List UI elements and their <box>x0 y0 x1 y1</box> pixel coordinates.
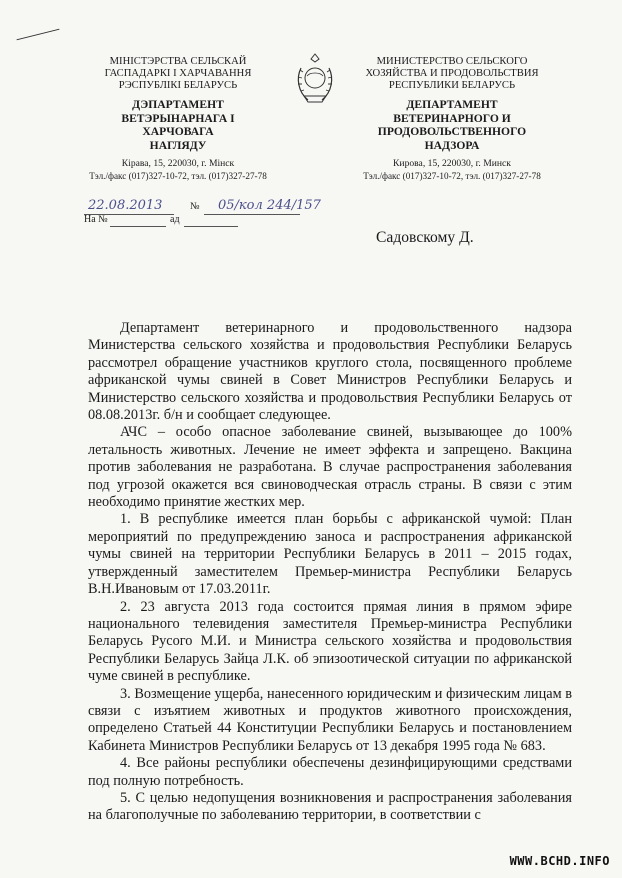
na-underline <box>110 226 166 227</box>
phone-ru: Тэл./факс (017)327-10-72, тэл. (017)327-27-78 <box>363 171 541 181</box>
paragraph-asf: АЧС – особо опасное заболевание свиней, вызывающее до 100% летальность животных. Лечение не имеет эффекта и запрещено. Вакцина против заболевания не разработана. В случае распространения заболевания под угрозой окажется вся свиноводческая отрасль страны. В связи с этим необходимо принятие жестких мер. <box>88 424 572 511</box>
ministry-name-ru: МИНИСТЕРСТВО СЕЛЬСКОГО ХОЗЯЙСТВА И ПРОДОВОЛЬСТВИЯ РЕСПУБЛИКИ БЕЛАРУСЬ <box>365 56 539 91</box>
number-underline <box>204 214 300 215</box>
department-name-by: ДЭПАРТАМЕНТ ВЕТЭРЫНАРНАГА І ХАРЧОВАГА НАГЛЯДУ <box>121 98 235 152</box>
department-name-ru: ДЕПАРТАМЕНТ ВЕТЕРИНАРНОГО И ПРОДОВОЛЬСТВЕННОГО НАДЗОРА <box>377 98 527 152</box>
pen-mark <box>17 29 60 41</box>
ministry-name-by: МІНІСТЭРСТВА СЕЛЬСКАЙ ГАСПАДАРКІ І ХАРЧАВАННЯ РЭСПУБЛІКІ БЕЛАРУСЬ <box>104 56 252 91</box>
na-label: На № <box>84 214 108 225</box>
phone-by: Тэл./факс (017)327-10-72, тэл. (017)327-27-78 <box>89 171 267 181</box>
paragraph-item-5: 5. С целью недопущения возникновения и распространения заболевания на благополучные по заболеванию территории, в соответствии с <box>88 789 572 824</box>
header-belarusian <box>78 56 278 182</box>
paragraph-item-1: 1. В республике имеется план борьбы с африканской чумой: План мероприятий по предупреждению заноса и распространения африканской чумы свиней на территории Республики Беларусь в 2011 – 2015 годах, утвержденный заместителем Премьер-министра Республики Беларусь В.Н.Ивановым от 17.03.2011г. <box>88 511 572 598</box>
letter-body <box>88 320 572 825</box>
paragraph-item-4: 4. Все районы республики обеспечены дезинфицирующими средствами под полную потребность. <box>88 755 572 789</box>
handwritten-date: 22.08.2013 <box>88 198 163 213</box>
handwritten-number: 05/кол 244/157 <box>218 198 321 213</box>
ad-label: ад <box>170 214 180 225</box>
site-watermark: WWW.BCHD.INFO <box>509 854 610 868</box>
address-by: Кірава, 15, 220030, г. Мінск <box>121 158 235 169</box>
ad-underline <box>184 226 238 227</box>
address-ru: Кирова, 15, 220030, г. Минск <box>393 158 511 169</box>
paragraph-item-3: 3. Возмещение ущерба, нанесенного юридическим и физическим лицам в связи с изъятием животных и продуктов животного происхождения, определено Статьей 44 Конституции Республики Беларусь и постановлением Кабинета Министров Республики Беларусь от 13 декабря 1995 года № 683. <box>88 685 572 754</box>
header-russian <box>352 56 552 182</box>
paragraph-intro: Департамент ветеринарного и продовольственного надзора Министерства сельского хозяйства и продовольствия Республики Беларусь рассмотрел обращение участников круглого стола, посвященного проблеме африканской чумы свиней в Совет Министров Республики Беларусь и Министерство сельского хозяйства и продовольствия Республики Беларусь от 08.08.2013г. б/н и сообщает следующее. <box>88 320 572 424</box>
addressee: Садовскому Д. <box>376 229 474 246</box>
paragraph-item-2: 2. 23 августа 2013 года состоится прямая линия в прямом эфире национального телевидения заместителя Премьер-министра Республики Беларусь Русого М.И. и Министра сельского хозяйства и продовольствия Республики Беларусь Зайца Л.К. об эпизоотической ситуации по африканской чуме свиней в республике. <box>88 598 572 685</box>
number-prefix: № <box>190 201 200 212</box>
state-emblem-icon <box>292 50 338 106</box>
